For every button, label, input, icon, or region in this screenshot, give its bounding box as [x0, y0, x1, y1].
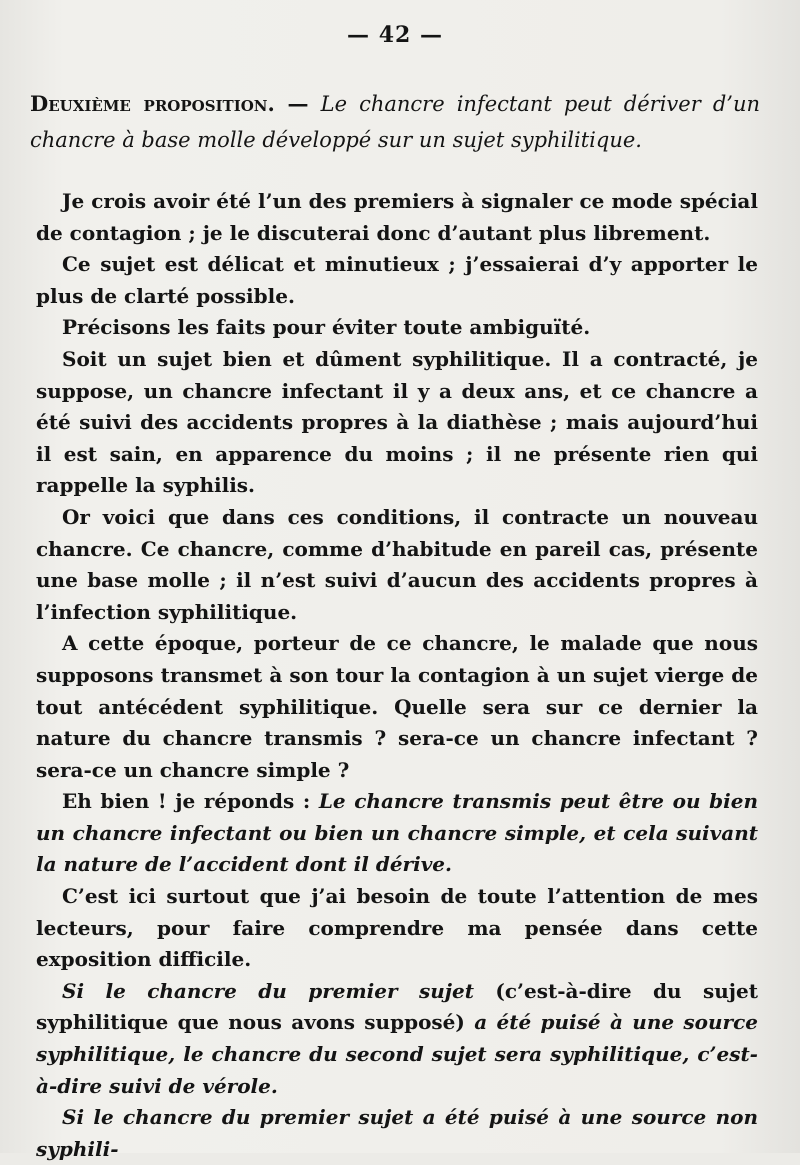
body-text [36, 186, 758, 1165]
paragraph: Ce sujet est délicat et minutieux ; j’essaierai d’y apporter le plus de clarté possible. [36, 252, 758, 308]
paragraph: A cette époque, porteur de ce chancre, le malade que nous supposons transmet à son tour la contagion à un sujet vierge de tout antécédent syphilitique. Quelle sera sur ce dernier la nature du chancre transmis ? sera-ce un chancre infectant ? sera-ce un chancre simple ? [36, 631, 758, 782]
heading-label: Deuxième proposition. — [30, 91, 309, 116]
section-heading [30, 86, 760, 158]
paragraph: C’est ici surtout que j’ai besoin de toute l’attention de mes lecteurs, pour faire comprendre ma pensée dans cette exposition difficile. [36, 884, 758, 972]
paragraph: Je crois avoir été l’un des premiers à signaler ce mode spécial de contagion ; je le discuterai donc d’autant plus librement. [36, 189, 758, 245]
paragraph [36, 976, 758, 1102]
paragraph-italic: a été puisé à une source syphilitique, le chancre du second sujet sera syphilitique, c’est-à-dire suivi de vérole. [36, 1010, 759, 1098]
page-number: — 42 — [347, 22, 443, 48]
paragraph [36, 786, 758, 881]
paragraph-italic: Le chancre transmis peut être ou bien un chancre infectant ou bien un chancre simple, et cela suivant la nature de l’accident dont il dérive. [36, 789, 758, 877]
paragraph: Précisons les faits pour éviter toute ambiguïté. [62, 315, 591, 340]
paragraph-mid: (c’est-à-dire du sujet syphilitique que nous avons supposé) [36, 978, 758, 1035]
paragraph: Soit un sujet bien et dûment syphilitique. Il a contracté, je suppose, un chancre infectant il y a deux ans, et ce chancre a été suivi des accidents propres à la diathèse ; mais aujourd’hui il est sain, en apparence du moins ; il ne présente rien qui rappelle la syphilis. [36, 346, 758, 498]
paragraph-italic: Si le chancre du premier sujet [62, 978, 474, 1003]
heading-title: Le chancre infectant peut dériver d’un chancre à base molle développé sur un sujet syphilitique. [30, 92, 760, 152]
paragraph: Or voici que dans ces conditions, il contracte un nouveau chancre. Ce chancre, comme d’habitude en pareil cas, présente une base molle ; il n’est suivi d’aucun des accidents propres à l’infection syphilitique. [36, 504, 758, 624]
paragraph-italic: Si le chancre du premier sujet a été puisé à une source non syphili- [36, 1105, 758, 1161]
paragraph [36, 1102, 758, 1165]
paragraph-lead: Eh bien ! je réponds : [62, 789, 319, 814]
